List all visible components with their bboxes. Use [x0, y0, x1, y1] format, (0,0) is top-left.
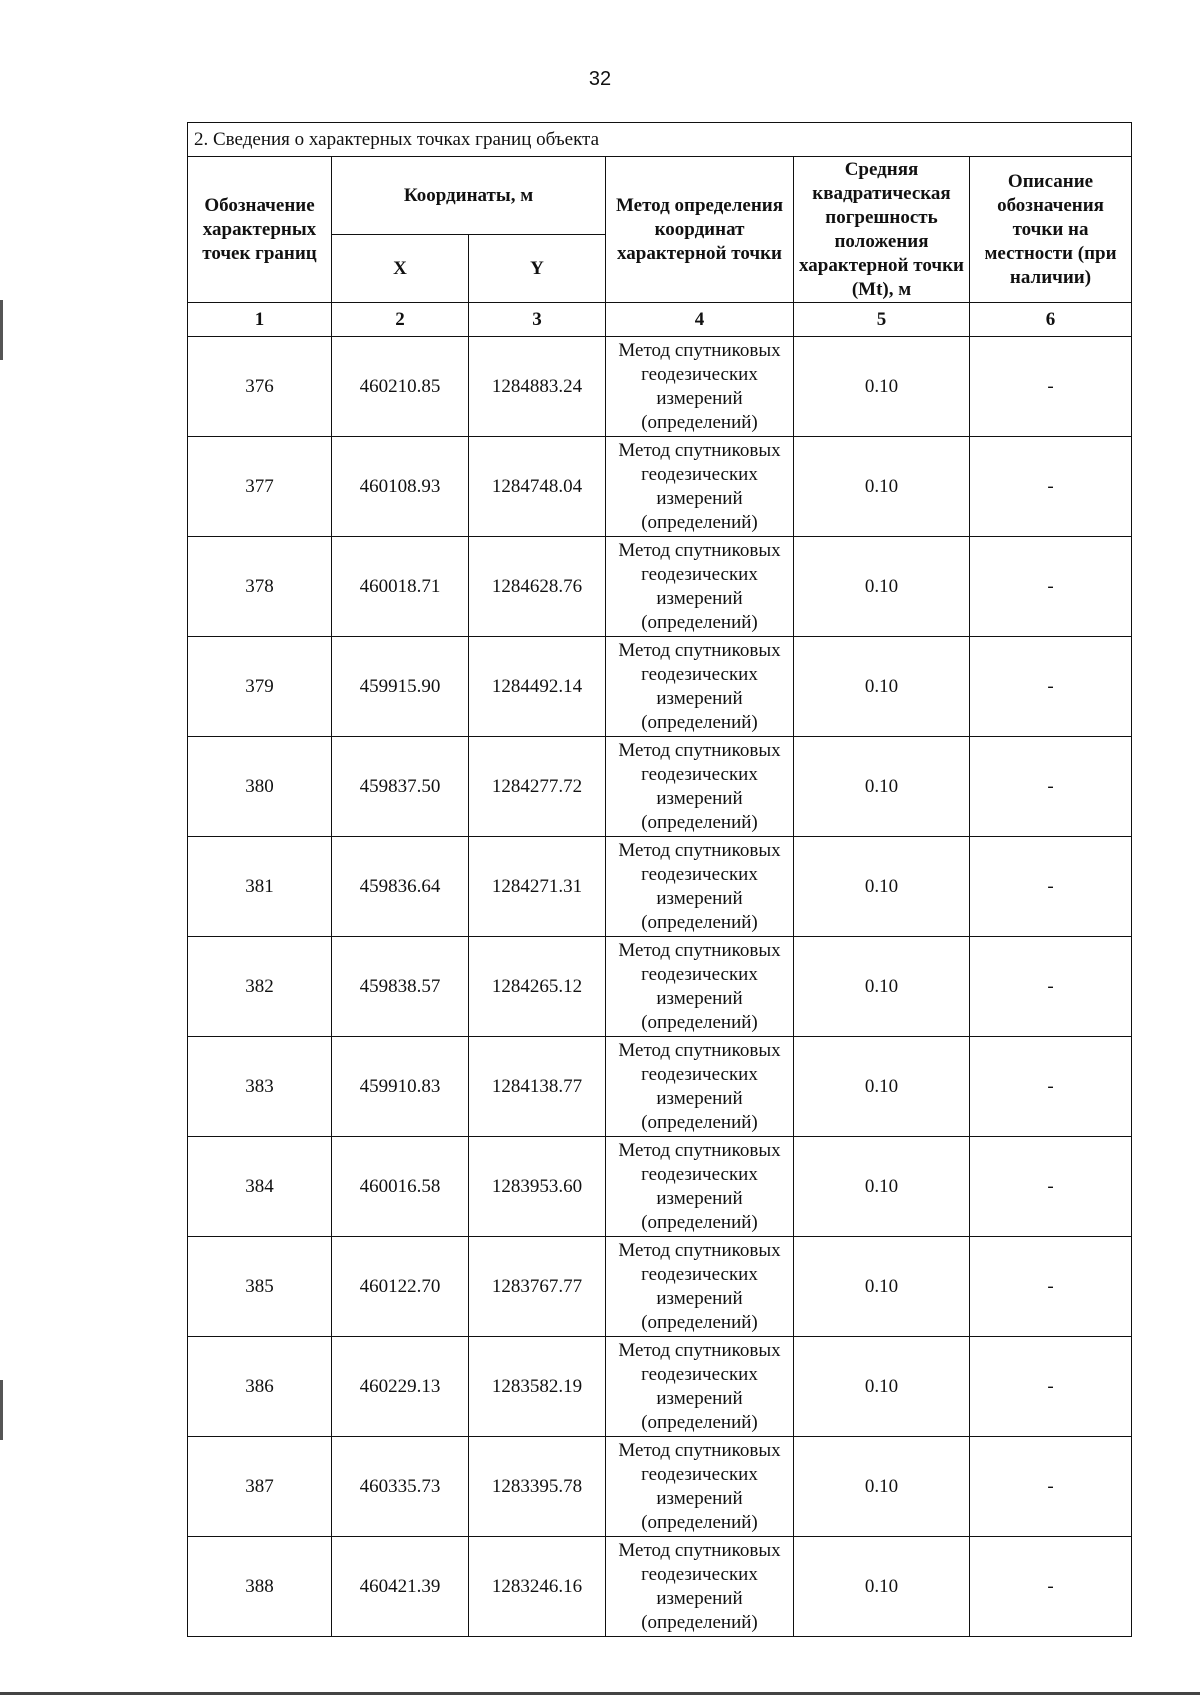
y-coordinate-cell: 1283767.77 — [469, 1237, 606, 1337]
table-row — [188, 637, 1132, 737]
method-line: геодезических — [641, 963, 758, 985]
method-line: (определений) — [641, 911, 758, 933]
x-coordinate-cell: 459837.50 — [332, 737, 469, 837]
method-line: геодезических — [641, 763, 758, 785]
method-cell — [606, 1037, 794, 1137]
x-coordinate-cell: 460122.70 — [332, 1237, 469, 1337]
point-id-cell: 379 — [188, 637, 332, 737]
method-cell — [606, 1237, 794, 1337]
method-line: измерений — [656, 587, 743, 609]
y-coordinate-cell: 1283246.16 — [469, 1537, 606, 1637]
point-id-cell: 384 — [188, 1137, 332, 1237]
description-cell: - — [970, 1337, 1132, 1437]
header-designation: Обозначение характерных точек границ — [188, 157, 332, 303]
description-cell: - — [970, 537, 1132, 637]
method-cell — [606, 1137, 794, 1237]
description-cell: - — [970, 337, 1132, 437]
y-coordinate-cell: 1284492.14 — [469, 637, 606, 737]
table-body — [188, 337, 1132, 1637]
method-cell — [606, 637, 794, 737]
method-line: измерений — [656, 1487, 743, 1509]
method-line: Метод спутниковых — [618, 439, 781, 461]
y-coordinate-cell: 1283582.19 — [469, 1337, 606, 1437]
method-line: Метод спутниковых — [618, 339, 781, 361]
error-cell: 0.10 — [794, 537, 970, 637]
x-coordinate-cell: 459838.57 — [332, 937, 469, 1037]
table-row — [188, 937, 1132, 1037]
x-coordinate-cell: 460016.58 — [332, 1137, 469, 1237]
point-id-cell: 387 — [188, 1437, 332, 1537]
method-cell — [606, 937, 794, 1037]
method-line: (определений) — [641, 1611, 758, 1633]
description-cell: - — [970, 1137, 1132, 1237]
method-line: измерений — [656, 1587, 743, 1609]
x-coordinate-cell: 460229.13 — [332, 1337, 469, 1437]
method-line: Метод спутниковых — [618, 1439, 781, 1461]
table-row — [188, 1537, 1132, 1637]
method-line: Метод спутниковых — [618, 739, 781, 761]
error-cell: 0.10 — [794, 1037, 970, 1137]
method-cell — [606, 837, 794, 937]
description-cell: - — [970, 937, 1132, 1037]
point-id-cell: 388 — [188, 1537, 332, 1637]
x-coordinate-cell: 460108.93 — [332, 437, 469, 537]
x-coordinate-cell: 460335.73 — [332, 1437, 469, 1537]
method-line: геодезических — [641, 1163, 758, 1185]
method-line: геодезических — [641, 1063, 758, 1085]
table-row — [188, 1037, 1132, 1137]
table-row — [188, 337, 1132, 437]
method-line: (определений) — [641, 1111, 758, 1133]
description-cell: - — [970, 437, 1132, 537]
method-line: измерений — [656, 1387, 743, 1409]
method-line: (определений) — [641, 611, 758, 633]
point-id-cell: 380 — [188, 737, 332, 837]
description-cell: - — [970, 1537, 1132, 1637]
point-id-cell: 376 — [188, 337, 332, 437]
x-coordinate-cell: 460421.39 — [332, 1537, 469, 1637]
method-line: измерений — [656, 887, 743, 909]
table-row — [188, 1137, 1132, 1237]
column-number: 1 — [188, 303, 332, 337]
table-row — [188, 837, 1132, 937]
method-cell — [606, 437, 794, 537]
x-coordinate-cell: 459915.90 — [332, 637, 469, 737]
error-cell: 0.10 — [794, 1437, 970, 1537]
method-line: измерений — [656, 687, 743, 709]
boundary-points-table — [187, 122, 1132, 1637]
y-coordinate-cell: 1283953.60 — [469, 1137, 606, 1237]
scan-edge-mark — [0, 1380, 3, 1440]
point-id-cell: 382 — [188, 937, 332, 1037]
description-cell: - — [970, 1437, 1132, 1537]
method-line: (определений) — [641, 1411, 758, 1433]
x-coordinate-cell: 460210.85 — [332, 337, 469, 437]
point-id-cell: 381 — [188, 837, 332, 937]
error-cell: 0.10 — [794, 637, 970, 737]
method-line: (определений) — [641, 511, 758, 533]
method-line: Метод спутниковых — [618, 939, 781, 961]
method-line: измерений — [656, 487, 743, 509]
method-cell — [606, 737, 794, 837]
point-id-cell: 385 — [188, 1237, 332, 1337]
method-line: Метод спутниковых — [618, 839, 781, 861]
method-line: Метод спутниковых — [618, 1339, 781, 1361]
description-cell: - — [970, 1237, 1132, 1337]
error-cell: 0.10 — [794, 1337, 970, 1437]
method-line: геодезических — [641, 463, 758, 485]
method-line: измерений — [656, 387, 743, 409]
column-number: 4 — [606, 303, 794, 337]
error-cell: 0.10 — [794, 437, 970, 537]
method-line: (определений) — [641, 1311, 758, 1333]
method-line: (определений) — [641, 1511, 758, 1533]
page-number: 32 — [588, 68, 612, 90]
method-line: (определений) — [641, 411, 758, 433]
method-line: геодезических — [641, 363, 758, 385]
method-line: измерений — [656, 787, 743, 809]
y-coordinate-cell: 1284138.77 — [469, 1037, 606, 1137]
point-id-cell: 386 — [188, 1337, 332, 1437]
method-line: Метод спутниковых — [618, 539, 781, 561]
y-coordinate-cell: 1284271.31 — [469, 837, 606, 937]
x-coordinate-cell: 460018.71 — [332, 537, 469, 637]
header-error: Средняя квадратическая погрешность положения характерной точки (Mt), м — [794, 157, 970, 303]
method-cell — [606, 537, 794, 637]
method-line: геодезических — [641, 1263, 758, 1285]
header-x: X — [332, 235, 469, 303]
y-coordinate-cell: 1284883.24 — [469, 337, 606, 437]
method-line: (определений) — [641, 711, 758, 733]
method-line: измерений — [656, 1187, 743, 1209]
point-id-cell: 378 — [188, 537, 332, 637]
scan-bottom-edge — [0, 1692, 1200, 1695]
error-cell: 0.10 — [794, 1237, 970, 1337]
method-line: (определений) — [641, 1211, 758, 1233]
table-row — [188, 437, 1132, 537]
method-cell — [606, 1337, 794, 1437]
header-method: Метод определения координат характерной точки — [606, 157, 794, 303]
y-coordinate-cell: 1283395.78 — [469, 1437, 606, 1537]
description-cell: - — [970, 737, 1132, 837]
method-line: измерений — [656, 987, 743, 1009]
error-cell: 0.10 — [794, 1137, 970, 1237]
x-coordinate-cell: 459836.64 — [332, 837, 469, 937]
method-line: Метод спутниковых — [618, 1239, 781, 1261]
column-number: 3 — [469, 303, 606, 337]
error-cell: 0.10 — [794, 1537, 970, 1637]
method-line: Метод спутниковых — [618, 1539, 781, 1561]
error-cell: 0.10 — [794, 837, 970, 937]
x-coordinate-cell: 459910.83 — [332, 1037, 469, 1137]
table-row — [188, 1337, 1132, 1437]
y-coordinate-cell: 1284748.04 — [469, 437, 606, 537]
method-cell — [606, 1437, 794, 1537]
point-id-cell: 377 — [188, 437, 332, 537]
table-row — [188, 1437, 1132, 1537]
column-number: 5 — [794, 303, 970, 337]
column-number: 6 — [970, 303, 1132, 337]
header-y: Y — [469, 235, 606, 303]
y-coordinate-cell: 1284628.76 — [469, 537, 606, 637]
error-cell: 0.10 — [794, 337, 970, 437]
error-cell: 0.10 — [794, 737, 970, 837]
method-line: геодезических — [641, 1563, 758, 1585]
method-line: Метод спутниковых — [618, 1139, 781, 1161]
table-row — [188, 1237, 1132, 1337]
column-numbers-row — [188, 303, 1132, 337]
y-coordinate-cell: 1284265.12 — [469, 937, 606, 1037]
description-cell: - — [970, 637, 1132, 737]
method-line: измерений — [656, 1287, 743, 1309]
method-line: геодезических — [641, 563, 758, 585]
section-title: 2. Сведения о характерных точках границ объекта — [188, 123, 1132, 157]
method-line: (определений) — [641, 1011, 758, 1033]
method-line: геодезических — [641, 663, 758, 685]
y-coordinate-cell: 1284277.72 — [469, 737, 606, 837]
method-line: геодезических — [641, 863, 758, 885]
description-cell: - — [970, 837, 1132, 937]
method-line: геодезических — [641, 1463, 758, 1485]
method-line: Метод спутниковых — [618, 1039, 781, 1061]
boundary-points-table-wrap — [187, 122, 1131, 1637]
method-line: геодезических — [641, 1363, 758, 1385]
column-number: 2 — [332, 303, 469, 337]
method-line: измерений — [656, 1087, 743, 1109]
method-cell — [606, 337, 794, 437]
table-row — [188, 537, 1132, 637]
description-cell: - — [970, 1037, 1132, 1137]
method-line: Метод спутниковых — [618, 639, 781, 661]
table-row — [188, 737, 1132, 837]
method-line: (определений) — [641, 811, 758, 833]
error-cell: 0.10 — [794, 937, 970, 1037]
method-cell — [606, 1537, 794, 1637]
scan-edge-mark — [0, 300, 3, 360]
header-coordinates: Координаты, м — [332, 157, 606, 235]
point-id-cell: 383 — [188, 1037, 332, 1137]
header-description: Описание обозначения точки на местности (при наличии) — [970, 157, 1132, 303]
